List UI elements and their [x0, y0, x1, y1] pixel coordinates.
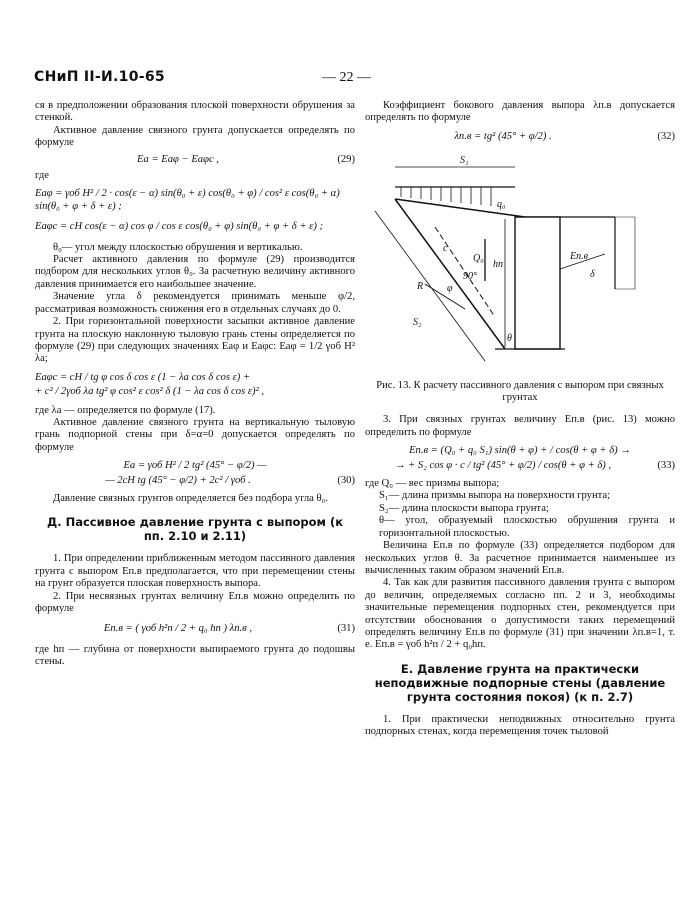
definition-q0: где Q₀ — вес призмы выпора;	[365, 478, 500, 490]
delta-label: δ	[590, 269, 595, 281]
equation-30a: Eа = γоб H² / 2 tg² (45° − φ/2) —	[123, 460, 267, 472]
paragraph: 1. При практически неподвижных относительно грунта подпорных стенах, когда перемещения точек тыловой	[365, 713, 675, 738]
definition-s1: S₁— длина призмы выпора на поверхности грунта;	[379, 490, 611, 502]
paragraph: Величина Eп.в по формуле (33) определяется подбором для нескольких углов θ. За расчетное принимается наименьшее из вычисленных таким образом значений Eп.в.	[365, 540, 675, 576]
c-label: c	[443, 243, 448, 255]
equation-33a: Eп.в = (Q₀ + q₀ S₁) sin(θ + φ) + / cos(θ + φ + δ) →	[409, 445, 631, 457]
paragraph: Расчет активного давления по формуле (29) производится подбором для нескольких углов θ₀. За расчетную величину активного давления принимается его наибольшее значение.	[35, 254, 355, 290]
figure-13-diagram	[365, 149, 675, 369]
section-heading-d: Д. Пассивное давление грунта с выпором (к пп. 2.10 и 2.11)	[46, 515, 344, 544]
section-heading-e: Е. Давление грунта на практически неподвижные подпорные стены (давление грунта состояния покоя) (к п. 2.7)	[374, 661, 666, 704]
ninety-label: 90°	[463, 271, 477, 283]
s1-label: S₁	[460, 155, 469, 167]
paragraph: Значение угла δ рекомендуется принимать меньше φ/2, рассматривая возможность снижения его в отдельных случаях до 0.	[35, 291, 355, 315]
s2-label: S₂	[413, 317, 422, 329]
equation-31: Eп.в = ( γоб h²п / 2 + q₀ hп ) λп.в , (31)	[103, 623, 355, 635]
equation-e-a-phi: Eаφ = γоб H² / 2 · cos(ε − α) sin(θ₀ + ε) cos(θ₀ + φ) / cos² ε cos(θ₀ + α) sin(θ₀ + φ + δ + ε) ;	[35, 188, 340, 212]
r-label: R	[417, 281, 424, 293]
ground-surface	[395, 199, 525, 217]
document-code: СНиП II-И.10-65	[34, 69, 165, 85]
equation-e-a-phi-c: Eаφс = cH cos(ε − α) cos φ / cos ε cos(θ₀ + φ) sin(θ₀ + φ + δ + ε) ;	[35, 221, 324, 233]
paragraph: Давление связных грунтов определяется без подбора угла θ₀.	[53, 492, 328, 504]
paragraph: Активное давление связного грунта на вертикальную тыловую грань подпорной стены при δ=α=0 допускается определять по формуле	[35, 416, 355, 453]
equation-30b: — 2cH tg (45° − φ/2) + 2c² / γоб . (30)	[105, 474, 355, 486]
theta-label: θ	[507, 333, 512, 345]
page-number: — 22 —	[322, 70, 371, 85]
hp-definition: где hп — глубина от поверхности выпираемого грунта до подошвы стены.	[35, 643, 355, 668]
left-column	[35, 100, 355, 669]
equation-e-a-phi-c-2a: Eаφс = cH / tg φ cos δ cos ε (1 − λа cos δ cos ε) +	[35, 371, 251, 383]
figure-caption: Рис. 13. К расчету пассивного давления с выпором при связных грунтах	[376, 379, 664, 404]
hp-label: hп	[493, 259, 503, 271]
surcharge-arrows	[401, 187, 491, 206]
right-column	[365, 100, 675, 739]
slip-plane	[395, 199, 505, 349]
paragraph: ся в предположении образования плоской поверхности обрушения за стенкой.	[35, 100, 355, 124]
lambda-definition: где λа — определяется по формуле (17).	[35, 404, 216, 416]
paragraph: 1. При определении приближенным методом пассивного давления грунта с выпором Eп.в предполагается, что при перемещении стены на грунт образуется плоская поверхность выпора.	[35, 553, 355, 590]
q0-weight-label: Q₀	[473, 253, 484, 265]
s2-dimension	[375, 211, 485, 361]
paragraph: 2. При несвязных грунтах величину Eп.в можно определить по формуле	[35, 590, 355, 614]
equation-29: Eа = Eаφ − Eаφс , (29)	[137, 153, 355, 165]
paragraph: 2. При горизонтальной поверхности засыпки активное давление грунта на плоскую наклонную тыловую грань стены определяется по формуле (29) при следующих значениях Eаφ и Eаφс: Eаφ = 1/2 γоб H² λа;	[35, 316, 355, 365]
q0-label: q₀	[497, 199, 506, 211]
paragraph: 3. При связных грунтах величину Eп.в (рис. 13) можно определить по формуле	[365, 414, 675, 438]
where-label: где	[35, 170, 49, 182]
paragraph: Активное давление связного грунта допускается определять по формуле	[35, 124, 355, 149]
equation-32: λп.в = tg² (45° + φ/2) . (32)	[454, 130, 675, 142]
epv-label: Eп.в	[570, 251, 588, 263]
phi-label: φ	[447, 283, 453, 295]
retaining-wall	[515, 217, 560, 349]
hatch-zone	[615, 217, 635, 289]
definition-theta: θ— угол, образуемый плоскостью обрушения грунта и горизонтальной плоскостью.	[379, 515, 675, 539]
equation-e-a-phi-c-2b: + c² / 2γоб λа tg² φ cos² ε cos² δ (1 − λа cos δ cos ε)² ,	[35, 386, 265, 398]
theta-definition: θ₀— угол между плоскостью обрушения и вертикалью.	[53, 241, 303, 253]
equation-33b: → + S₂ cos φ · c / tg² (45° + φ/2) / cos(θ + φ + δ) , (33)	[394, 459, 675, 471]
paragraph: Коэффициент бокового давления выпора λп.в допускается определять по формуле	[365, 100, 675, 124]
definition-s2: S₂— длина плоскости выпора грунта;	[379, 502, 549, 514]
paragraph: 4. Так как для развития пассивного давления грунта с выпором до величин, определяемых согласно пп. 2 и 3, необходимы значительные перемещения подпорных стен, рекомендуется при отсутствии обоснования о допустимости таких перемещений определять величину Eп.в по формуле (31) при значении λп.в=1, т. е. Eп.в = γоб h²п / 2 + q₀hп.	[365, 577, 675, 651]
